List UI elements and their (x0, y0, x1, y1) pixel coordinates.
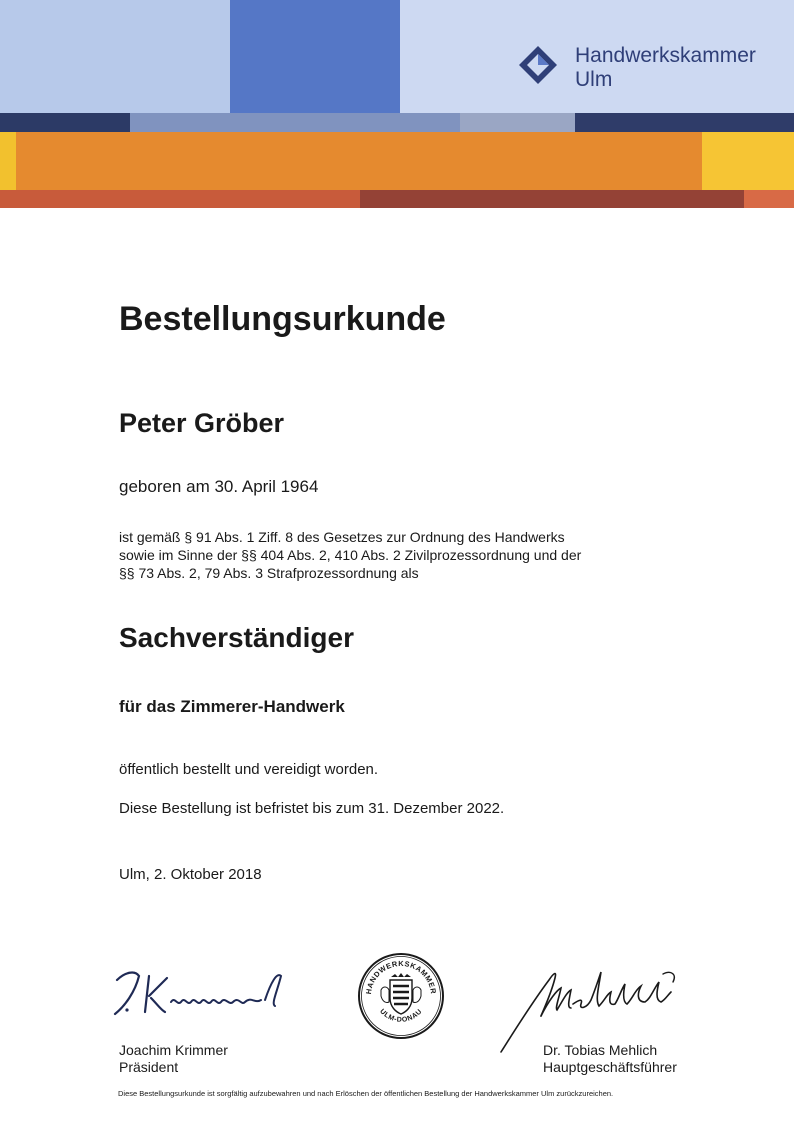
document-title: Bestellungsurkunde (119, 300, 446, 338)
legal-line-1: ist gemäß § 91 Abs. 1 Ziff. 8 des Gesetzes zur Ordnung des Handwerks (119, 529, 565, 545)
signer-left-name: Joachim Krimmer (119, 1042, 228, 1058)
signer-left (119, 1042, 228, 1076)
signer-right (543, 1042, 677, 1076)
legal-basis (119, 528, 679, 582)
signature-left (105, 962, 295, 1022)
band-orange (16, 132, 702, 190)
place-date: Ulm, 2. Oktober 2018 (119, 866, 262, 883)
legal-line-2: sowie im Sinne der §§ 404 Abs. 2, 410 Abs. 2 Zivilprozessordnung und der (119, 547, 582, 563)
appointee-name: Peter Gröber (119, 408, 285, 438)
band-sky-left (0, 0, 230, 113)
signature-right (495, 960, 695, 1055)
org-name (575, 44, 756, 92)
org-name-line2: Ulm (575, 68, 613, 91)
official-seal (357, 952, 445, 1040)
seal-bottom-text: ULM-DONAU (378, 1008, 424, 1024)
birth-date: geboren am 30. April 1964 (119, 477, 319, 496)
band-navy-left (0, 113, 130, 132)
org-name-line1: Handwerkskammer (575, 44, 756, 67)
band-yellow-right (702, 132, 794, 190)
band-royal-blue (230, 0, 400, 113)
band-navy-right (575, 113, 794, 132)
signer-right-title: Hauptgeschäftsführer (543, 1059, 677, 1075)
trade: für das Zimmerer-Handwerk (119, 697, 345, 716)
signer-left-title: Präsident (119, 1059, 179, 1075)
band-yellow-left (0, 132, 16, 190)
band-grey-mid (460, 113, 575, 132)
band-brick-right (744, 190, 794, 208)
band-slate-mid (130, 113, 460, 132)
signer-right-name: Dr. Tobias Mehlich (543, 1042, 658, 1058)
role-title: Sachverständiger (119, 622, 354, 653)
seal-top-text: HANDWERKSKAMMER (363, 958, 439, 995)
sworn-statement: öffentlich bestellt und vereidigt worden. (119, 761, 379, 778)
hwk-logo-icon (517, 44, 559, 86)
band-brick-dark (360, 190, 744, 208)
legal-line-3: §§ 73 Abs. 2, 79 Abs. 3 Strafprozessordnung als (119, 565, 419, 581)
expiry-statement: Diese Bestellung ist befristet bis zum 31. Dezember 2022. (119, 800, 505, 817)
footnote: Diese Bestellungsurkunde ist sorgfältig aufzubewahren und nach Erlöschen der öffentlichen Bestellung der Handwerkskammer Ulm zurückzureichen. (118, 1089, 614, 1098)
band-brick-left (0, 190, 360, 208)
